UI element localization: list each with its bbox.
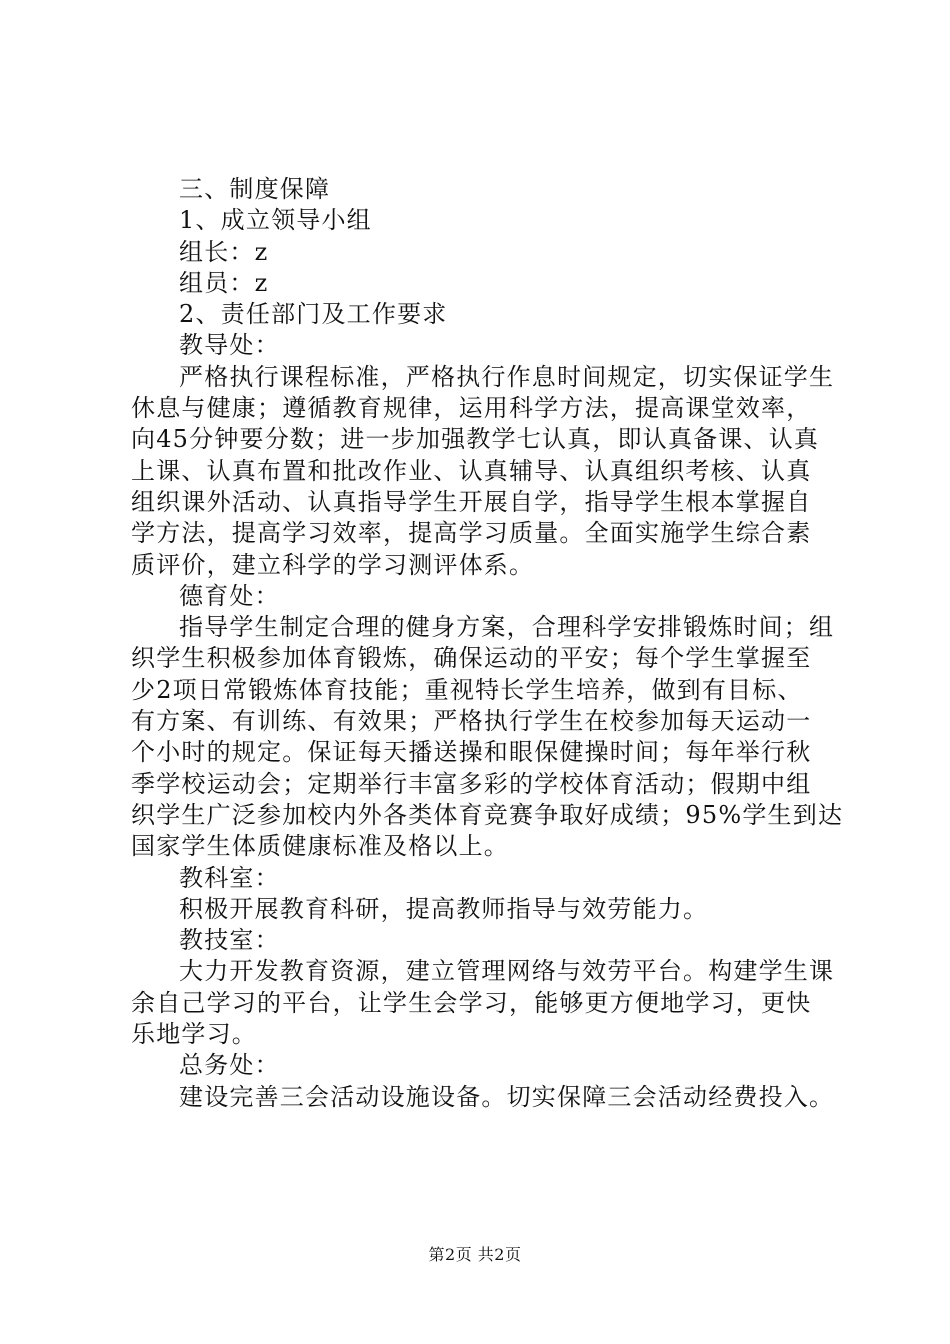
text-line: 大力开发教育资源，建立管理网络与效劳平台。构建学生课 [179,957,835,986]
page-footer: 第2页 共2页 [428,1245,522,1264]
text-line: 质评价，建立科学的学习测评体系。 [131,550,535,579]
text-line: 三、制度保障 [179,175,331,203]
text-line: 国家学生体质健康标准及格以上。 [131,832,509,861]
text-line: 向45分钟要分数；进一步加强教学七认真，即认真备课、认真 [131,425,820,454]
text-line: 乐地学习。 [131,1020,257,1049]
text-line: 织学生广泛参加校内外各类体育竞赛争取好成绩；95%学生到达 [131,800,844,829]
text-line: 个小时的规定。保证每天播送操和眼保健操时间；每年举行秋 [131,738,812,767]
text-line: 严格执行课程标准，严格执行作息时间规定，切实保证学生 [179,362,835,391]
text-line: 教技室： [179,926,280,955]
text-line: 组长：z [179,237,269,266]
text-line: 组员：z [179,268,269,297]
text-line: 有方案、有训练、有效果；严格执行学生在校参加每天运动一 [131,707,812,736]
text-line: 学方法，提高学习效率，提高学习质量。全面实施学生综合素 [131,519,812,548]
text-line: 2、责任部门及工作要求 [179,300,448,329]
text-line: 上课、认真布置和批改作业、认真辅导、认真组织考核、认真 [131,456,812,485]
text-line: 季学校运动会；定期举行丰富多彩的学校体育活动；假期中组 [131,769,812,798]
text-line: 组织课外活动、认真指导学生开展自学，指导学生根本掌握自 [131,487,812,516]
text-line: 建设完善三会活动设施设备。切实保障三会活动经费投入。 [179,1082,835,1111]
text-line: 少2项日常锻炼体育技能；重视特长学生培养，做到有目标、 [131,675,803,704]
text-line: 织学生积极参加体育锻炼，确保运动的平安；每个学生掌握至 [131,644,812,673]
text-line: 休息与健康；遵循教育规律，运用科学方法，提高课堂效率， [131,394,812,423]
text-line: 总务处： [179,1051,280,1080]
document-body [131,174,844,1113]
text-line: 教科室： [179,863,280,892]
text-line: 指导学生制定合理的健身方案，合理科学安排锻炼时间；组 [179,613,835,642]
text-line: 余自己学习的平台，让学生会学习，能够更方便地学习，更快 [131,988,812,1017]
text-line: 教导处： [179,331,280,360]
text-line: 积极开展教育科研，提高教师指导与效劳能力。 [179,894,709,923]
text-line: 1、成立领导小组 [179,206,372,235]
text-line: 德育处： [179,581,280,610]
